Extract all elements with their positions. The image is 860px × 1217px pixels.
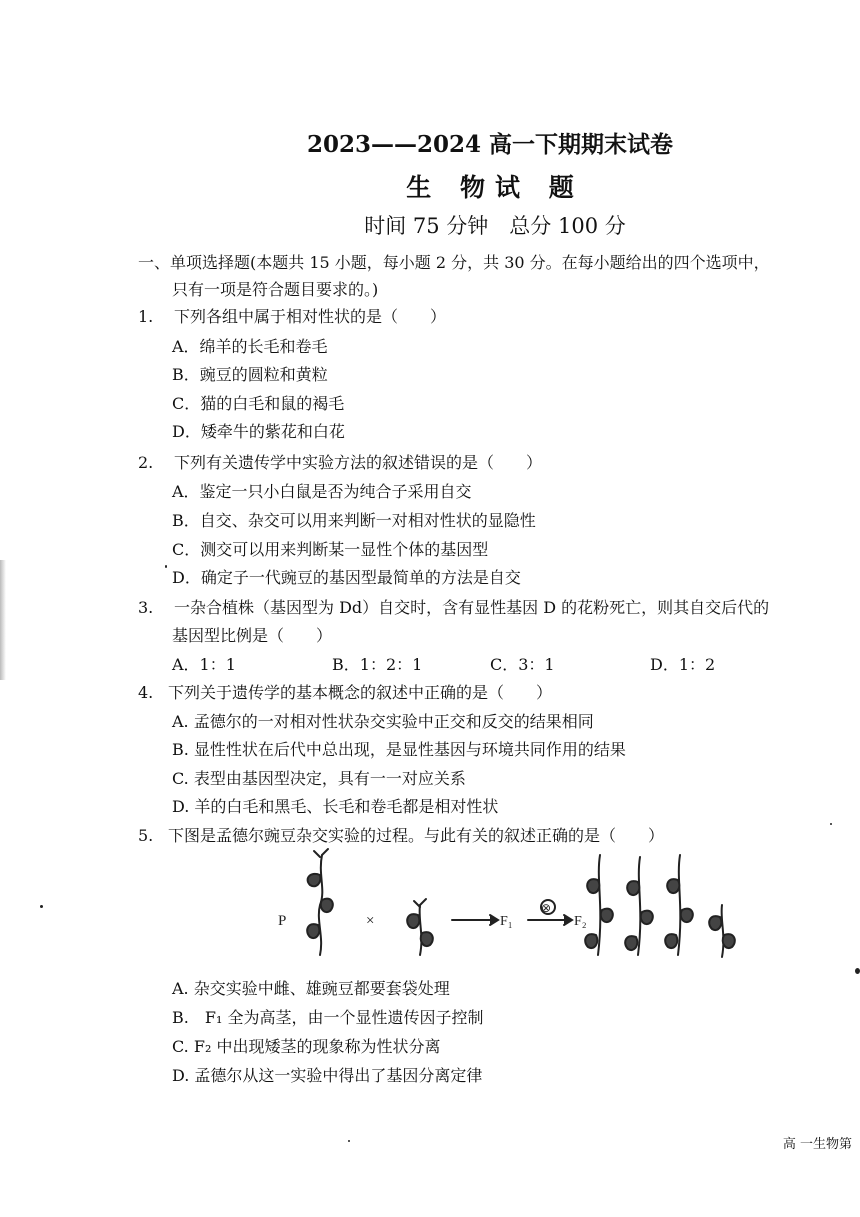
question-text: 下列关于遗传学的基本概念的叙述中正确的是（ ）	[168, 683, 553, 702]
section-line-1: 一、单项选择题(本题共 15 小题，每小题 2 分，共 30 分。在每小题给出的四个选项中，	[138, 253, 770, 272]
question-3-option-b: B．1：2：1	[332, 655, 423, 674]
f2-short-plant-icon	[709, 905, 735, 957]
f2-tall-plant-icon	[585, 855, 613, 955]
question-3-option-d: D．1：2	[650, 655, 716, 674]
question-number: 3.	[138, 598, 154, 617]
question-5-stem	[138, 823, 664, 846]
question-3-option-a: A．1：1	[172, 655, 236, 674]
tall-pea-plant-icon	[307, 849, 333, 955]
f1-label: F₁	[500, 914, 513, 929]
question-number: 5.	[138, 826, 154, 845]
section-line-2: 只有一项是符合题目要求的。)	[172, 280, 379, 299]
question-2-option-d: D．确定子一代豌豆的基因型最简单的方法是自交	[172, 568, 521, 587]
exam-time-info: 时间 75 分钟 总分 100 分	[364, 214, 626, 238]
f2-tall-plant-icon	[665, 855, 693, 955]
p-label: P	[278, 913, 287, 929]
question-1-option-b: B．豌豆的圆粒和黄粒	[172, 365, 328, 384]
question-5-option-d: D. 孟德尔从这一实验中得出了基因分离定律	[172, 1066, 483, 1085]
question-5-option-c: C. F₂ 中出现矮茎的现象称为性状分离	[172, 1037, 441, 1056]
question-2-option-b: B．自交、杂交可以用来判断一对相对性状的显隐性	[172, 511, 536, 530]
question-4-option-b: B. 显性性状在后代中总出现，是显性基因与环境共同作用的结果	[172, 740, 626, 759]
question-4-option-c: C. 表型由基因型决定，具有一一对应关系	[172, 769, 466, 788]
question-4-option-d: D. 羊的白毛和黑毛、长毛和卷毛都是相对性状	[172, 797, 499, 816]
exam-subtitle: 生 物试 题	[406, 173, 584, 202]
question-text: 下列有关遗传学中实验方法的叙述错误的是（ ）	[174, 453, 543, 472]
scan-edge-shadow	[0, 560, 6, 680]
question-3-option-c: C．3：1	[490, 655, 555, 674]
question-number: 4.	[138, 683, 154, 702]
cross-symbol: ×	[366, 913, 375, 929]
selfing-symbol: ⊗	[541, 901, 552, 915]
f2-tall-plant-icon	[625, 857, 653, 955]
section-instructions	[138, 249, 848, 303]
question-2-option-a: A．鉴定一只小白鼠是否为纯合子采用自交	[172, 482, 472, 501]
question-text: 一杂合植株（基因型为 Dd）自交时，含有显性基因 D 的花粉死亡，则其自交后代的	[174, 598, 770, 617]
question-number: 1.	[138, 307, 154, 326]
question-1-stem	[138, 304, 446, 327]
question-4-option-a: A. 孟德尔的一对相对性状杂交实验中正交和反交的结果相同	[172, 712, 594, 731]
exam-title: 2023——2024 高一下期期末试卷	[306, 131, 674, 158]
question-1-option-c: C．猫的白毛和鼠的褐毛	[172, 394, 345, 413]
scan-speck	[40, 905, 43, 908]
question-3-stem-cont: 基因型比例是（ ）	[172, 626, 333, 645]
question-number: 2.	[138, 453, 154, 472]
scan-speck	[830, 823, 832, 825]
pea-cross-figure	[270, 845, 750, 965]
scan-speck	[855, 968, 860, 974]
question-text: 下列各组中属于相对性状的是（ ）	[174, 307, 447, 326]
question-3-stem	[138, 595, 769, 618]
short-pea-plant-icon	[407, 899, 433, 955]
question-5-option-b: B. F₁ 全为高茎，由一个显性遗传因子控制	[172, 1008, 484, 1027]
question-2-option-c: C．测交可以用来判断某一显性个体的基因型	[172, 540, 489, 559]
scan-speck	[348, 1140, 350, 1142]
question-4-stem	[138, 680, 552, 703]
question-1-option-a: A．绵羊的长毛和卷毛	[172, 337, 328, 356]
question-2-stem	[138, 450, 542, 473]
question-5-option-a: A. 杂交实验中雌、雄豌豆都要套袋处理	[172, 979, 450, 998]
page-footer: 高 一生物第	[782, 1137, 852, 1152]
scan-speck	[165, 565, 167, 568]
f2-label: F₂	[574, 914, 587, 929]
question-text: 下图是孟德尔豌豆杂交实验的过程。与此有关的叙述正确的是（ ）	[168, 826, 665, 845]
question-1-option-d: D．矮牵牛的紫花和白花	[172, 422, 345, 441]
